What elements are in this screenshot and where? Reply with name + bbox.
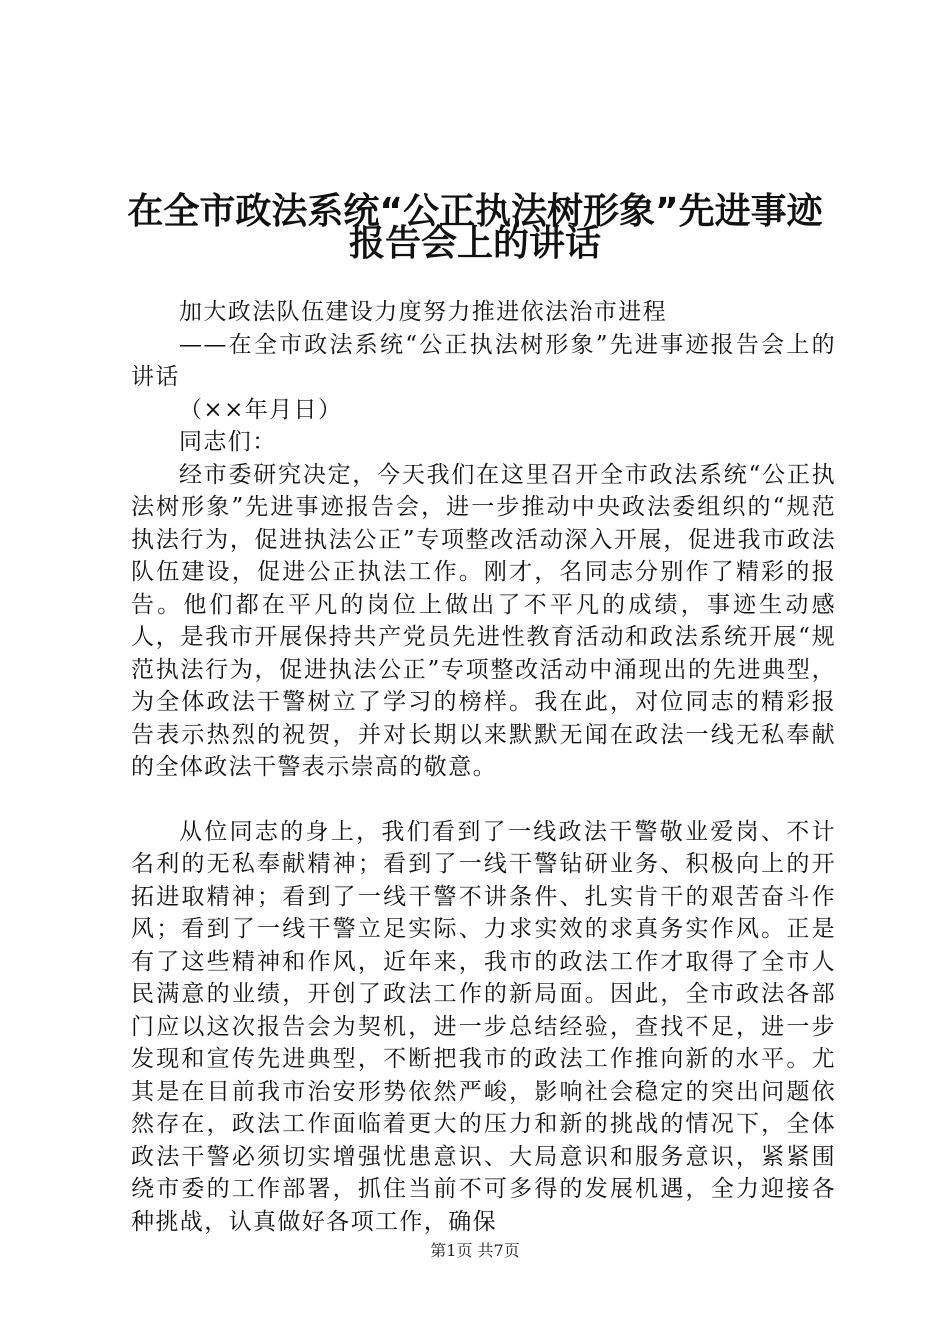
document-title-line2: 报告会上的讲话: [348, 223, 601, 264]
document-title-line1: 在全市政法系统“公正执法树形象”先进事迹: [127, 191, 823, 232]
speech-date: （××年月日）: [179, 396, 343, 423]
speech-subtitle-2: ——在全市政法系统“公正执法树形象”先进事迹报告会上的讲话: [131, 331, 836, 390]
document-body: [131, 296, 836, 1238]
page-number-footer: 第1页 共7页: [430, 1241, 520, 1260]
body-paragraph: 经市委研究决定，今天我们在这里召开全市政法系统“公正执法树形象”先进事迹报告会，进一步推动中央政法委组织的“规范执法行为，促进执法公正”专项整改活动深入开展，促进我市政法队伍建设，促进公正执法工作。刚才，名同志分别作了精彩的报告。他们都在平凡的岗位上做出了不平凡的成绩，事迹生动感人，是我市开展保持共产党员先进性教育活动和政法系统开展“规范执法行为，促进执法公正”专项整改活动中涌现出的先进典型，为全体政法干警树立了学习的榜样。我在此，对位同志的精彩报告表示热烈的祝贺，并对长期以来默默无闻在政法一线无私奉献的全体政法干警表示崇高的敬意。: [131, 461, 836, 780]
speech-subtitle: 加大政法队伍建设力度努力推进依法治市进程: [179, 299, 667, 325]
body-paragraph: 从位同志的身上，我们看到了一线政法干警敬业爱岗、不计名利的无私奉献精神；看到了一线干警钻研业务、积极向上的开拓进取精神；看到了一线干警不讲条件、扎实肯干的艰苦奋斗作风；看到了一线干警立足实际、力求实效的求真务实作风。正是有了这些精神和作风，近年来，我市的政法工作才取得了全市人民满意的业绩，开创了政法工作的新局面。因此，全市政法各部门应以这次报告会为契机，进一步总结经验，查找不足，进一步发现和宣传先进典型，不断把我市的政法工作推向新的水平。尤其是在目前我市治安形势依然严峻，影响社会稳定的突出问题依然存在，政法工作面临着更大的压力和新的挑战的情况下，全体政法干警必须切实增强忧患意识、大局意识和服务意识，紧紧围绕市委的工作部署，抓住当前不可多得的发展机遇，全力迎接各种挑战，认真做好各项工作，确保: [131, 818, 836, 1235]
salutation: 同志们：: [179, 429, 277, 455]
